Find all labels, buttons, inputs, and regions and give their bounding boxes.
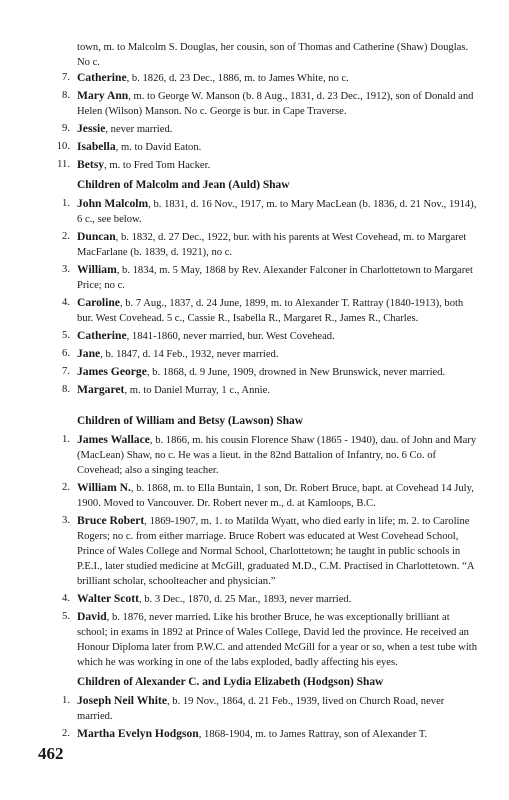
person-name: David [77, 610, 107, 623]
entry-number: 10. [56, 141, 70, 152]
entry-details: , 1868-1904, m. to James Rattray, son of Alexander T. [198, 729, 428, 740]
entry-number: 1. [62, 695, 70, 706]
person-name: Mary Ann [77, 89, 129, 102]
person-name: Margaret [77, 383, 125, 396]
person-name: Jessie [77, 122, 106, 135]
genealogy-entry [54, 70, 478, 86]
genealogy-entry [54, 121, 478, 137]
entry-details: , b. 1866, m. his cousin Florence Shaw (1865 - 1940), dau. of John and Mary (MacLean) Shaw, no c. He was a lieut. in the 82nd Battalion of Infantry, no. 6 Co. of Covehead; also a singing teacher. [77, 435, 477, 476]
entry-number: 1. [62, 198, 70, 209]
entry-number: 8. [62, 384, 70, 395]
sections-container [54, 70, 478, 742]
entry-number: 9. [62, 123, 70, 134]
genealogy-entry [54, 591, 478, 607]
person-name: Joseph Neil White [77, 694, 167, 707]
entry-details: , never married. [105, 124, 173, 135]
genealogy-entry [54, 139, 478, 155]
person-name: James George [77, 365, 147, 378]
entry-number: 4. [62, 297, 70, 308]
genealogy-entry [54, 88, 478, 119]
entry-number: 4. [62, 593, 70, 604]
person-name: Betsy [77, 158, 105, 171]
entry-number: 8. [62, 90, 70, 101]
entry-details: , m. to George W. Manson (b. 8 Aug., 1831, d. 23 Dec., 1912), son of Donald and Helen (Wilson) Manson. No c. George is bur. in Cape Traverse. [77, 91, 474, 117]
entry-details: , 1841-1860, never married, bur. West Covehead. [126, 331, 335, 342]
genealogy-entry [54, 432, 478, 478]
page-number: 462 [38, 744, 64, 763]
person-name: James Wallace [77, 433, 150, 446]
entry-number: 11. [57, 159, 70, 170]
entry-number: 1. [62, 434, 70, 445]
entry-number: 7. [62, 72, 70, 83]
person-name: William N. [77, 481, 131, 494]
person-name: Catherine [77, 329, 127, 342]
entry-details: , m. to David Eaton. [115, 142, 202, 153]
genealogy-entry [54, 262, 478, 293]
section-heading: Children of William and Betsy (Lawson) Shaw [77, 415, 303, 427]
person-name: Walter Scott [77, 592, 139, 605]
entry-details: , b. 1868, m. to Ella Buntain, 1 son, Dr. Robert Bruce, bapt. at Covehead 14 July, 1900. Moved to Vancouver. Dr. Robert never m., d. at Kamloops, B.C. [77, 483, 474, 509]
entry-number: 2. [62, 231, 70, 242]
person-name: Duncan [77, 230, 116, 243]
entry-details: , b. 1832, d. 27 Dec., 1922, bur. with his parents at West Covehead, m. to Margaret MacFarlane (b. 1839, d. 1921), no c. [77, 232, 467, 258]
entry-details: , b. 7 Aug., 1837, d. 24 June, 1899, m. to Alexander T. Rattray (1840-1913), both bur. West Covehead. 5 c., Cassie R., Isabella R., Margaret R., James R., Charles. [77, 298, 464, 324]
page-body [54, 40, 478, 744]
genealogy-entry [54, 609, 478, 670]
entry-number: 7. [62, 366, 70, 377]
person-name: Caroline [77, 296, 120, 309]
genealogy-entry [54, 295, 478, 326]
entry-number: 3. [62, 515, 70, 526]
genealogy-entry [54, 328, 478, 344]
entry-number: 5. [62, 611, 70, 622]
person-name: Martha Evelyn Hodgson [77, 727, 199, 740]
genealogy-entry [54, 513, 478, 589]
entry-details: , b. 3 Dec., 1870, d. 25 Mar., 1893, never married. [138, 594, 352, 605]
entry-details: , b. 19 Nov., 1864, d. 21 Feb., 1939, lived on Church Road, never married. [77, 696, 445, 722]
continuation-paragraph: town, m. to Malcolm S. Douglas, her cousin, son of Thomas and Catherine (Shaw) Douglas. No c. [77, 42, 469, 68]
genealogy-entry [54, 229, 478, 260]
genealogy-entry [54, 364, 478, 380]
genealogy-entry [54, 382, 478, 398]
genealogy-entry [54, 480, 478, 511]
person-name: Jane [77, 347, 101, 360]
entry-number: 3. [62, 264, 70, 275]
entry-details: , b. 1826, d. 23 Dec., 1886, m. to James White, no c. [126, 73, 349, 84]
entry-number: 2. [62, 482, 70, 493]
entry-number: 2. [62, 728, 70, 739]
entry-details: , m. to Fred Tom Hacker. [104, 160, 211, 171]
person-name: William [77, 263, 117, 276]
genealogy-entry [54, 346, 478, 362]
entry-details: , b. 1868, d. 9 June, 1909, drowned in New Brunswick, never married. [146, 367, 446, 378]
person-name: John Malcolm [77, 197, 149, 210]
genealogy-entry [54, 196, 478, 227]
entry-details: , b. 1876, never married. Like his brother Bruce, he was exceptionally brilliant at school; in exams in 1892 at Prince of Wales College, David led the province. He received an Honour Diploma later from P.W.C. and attended McGill for a year or so, when a test tube with which he was working in one of the labs exploded, badly affecting his eyes. [77, 612, 478, 668]
person-name: Bruce Robert [77, 514, 145, 527]
entry-number: 5. [62, 330, 70, 341]
person-name: Isabella [77, 140, 116, 153]
entry-details: , b. 1831, d. 16 Nov., 1917, m. to Mary MacLean (b. 1836, d. 21 Nov., 1914), 6 c., see below. [77, 199, 477, 225]
entry-details: , b. 1847, d. 14 Feb., 1932, never married. [100, 349, 279, 360]
entry-number: 6. [62, 348, 70, 359]
genealogy-entry [54, 693, 478, 724]
person-name: Catherine [77, 71, 127, 84]
entry-details: , b. 1834, m. 5 May, 1868 by Rev. Alexander Falconer in Charlottetown to Margaret Price; no c. [77, 265, 473, 291]
entry-details: , m. to Daniel Murray, 1 c., Annie. [124, 385, 270, 396]
genealogy-entry [54, 726, 478, 742]
genealogy-entry [54, 157, 478, 173]
entry-details: , 1869-1907, m. 1. to Matilda Wyatt, who died early in life; m. 2. to Caroline Rogers; no c. from either marriage. Bruce Robert was educated at West Covehead School, Prince of Wales College and Normal School, Charlottetown; he taught in public schools in P.E.I., later studied medicine at McGill, graduated M.D., C.M. Practised in Charlottetown. “A brilliant scholar, schoolteacher and physician.” [77, 516, 474, 587]
section-heading: Children of Malcolm and Jean (Auld) Shaw [77, 179, 290, 191]
section-heading: Children of Alexander C. and Lydia Elizabeth (Hodgson) Shaw [77, 676, 384, 688]
